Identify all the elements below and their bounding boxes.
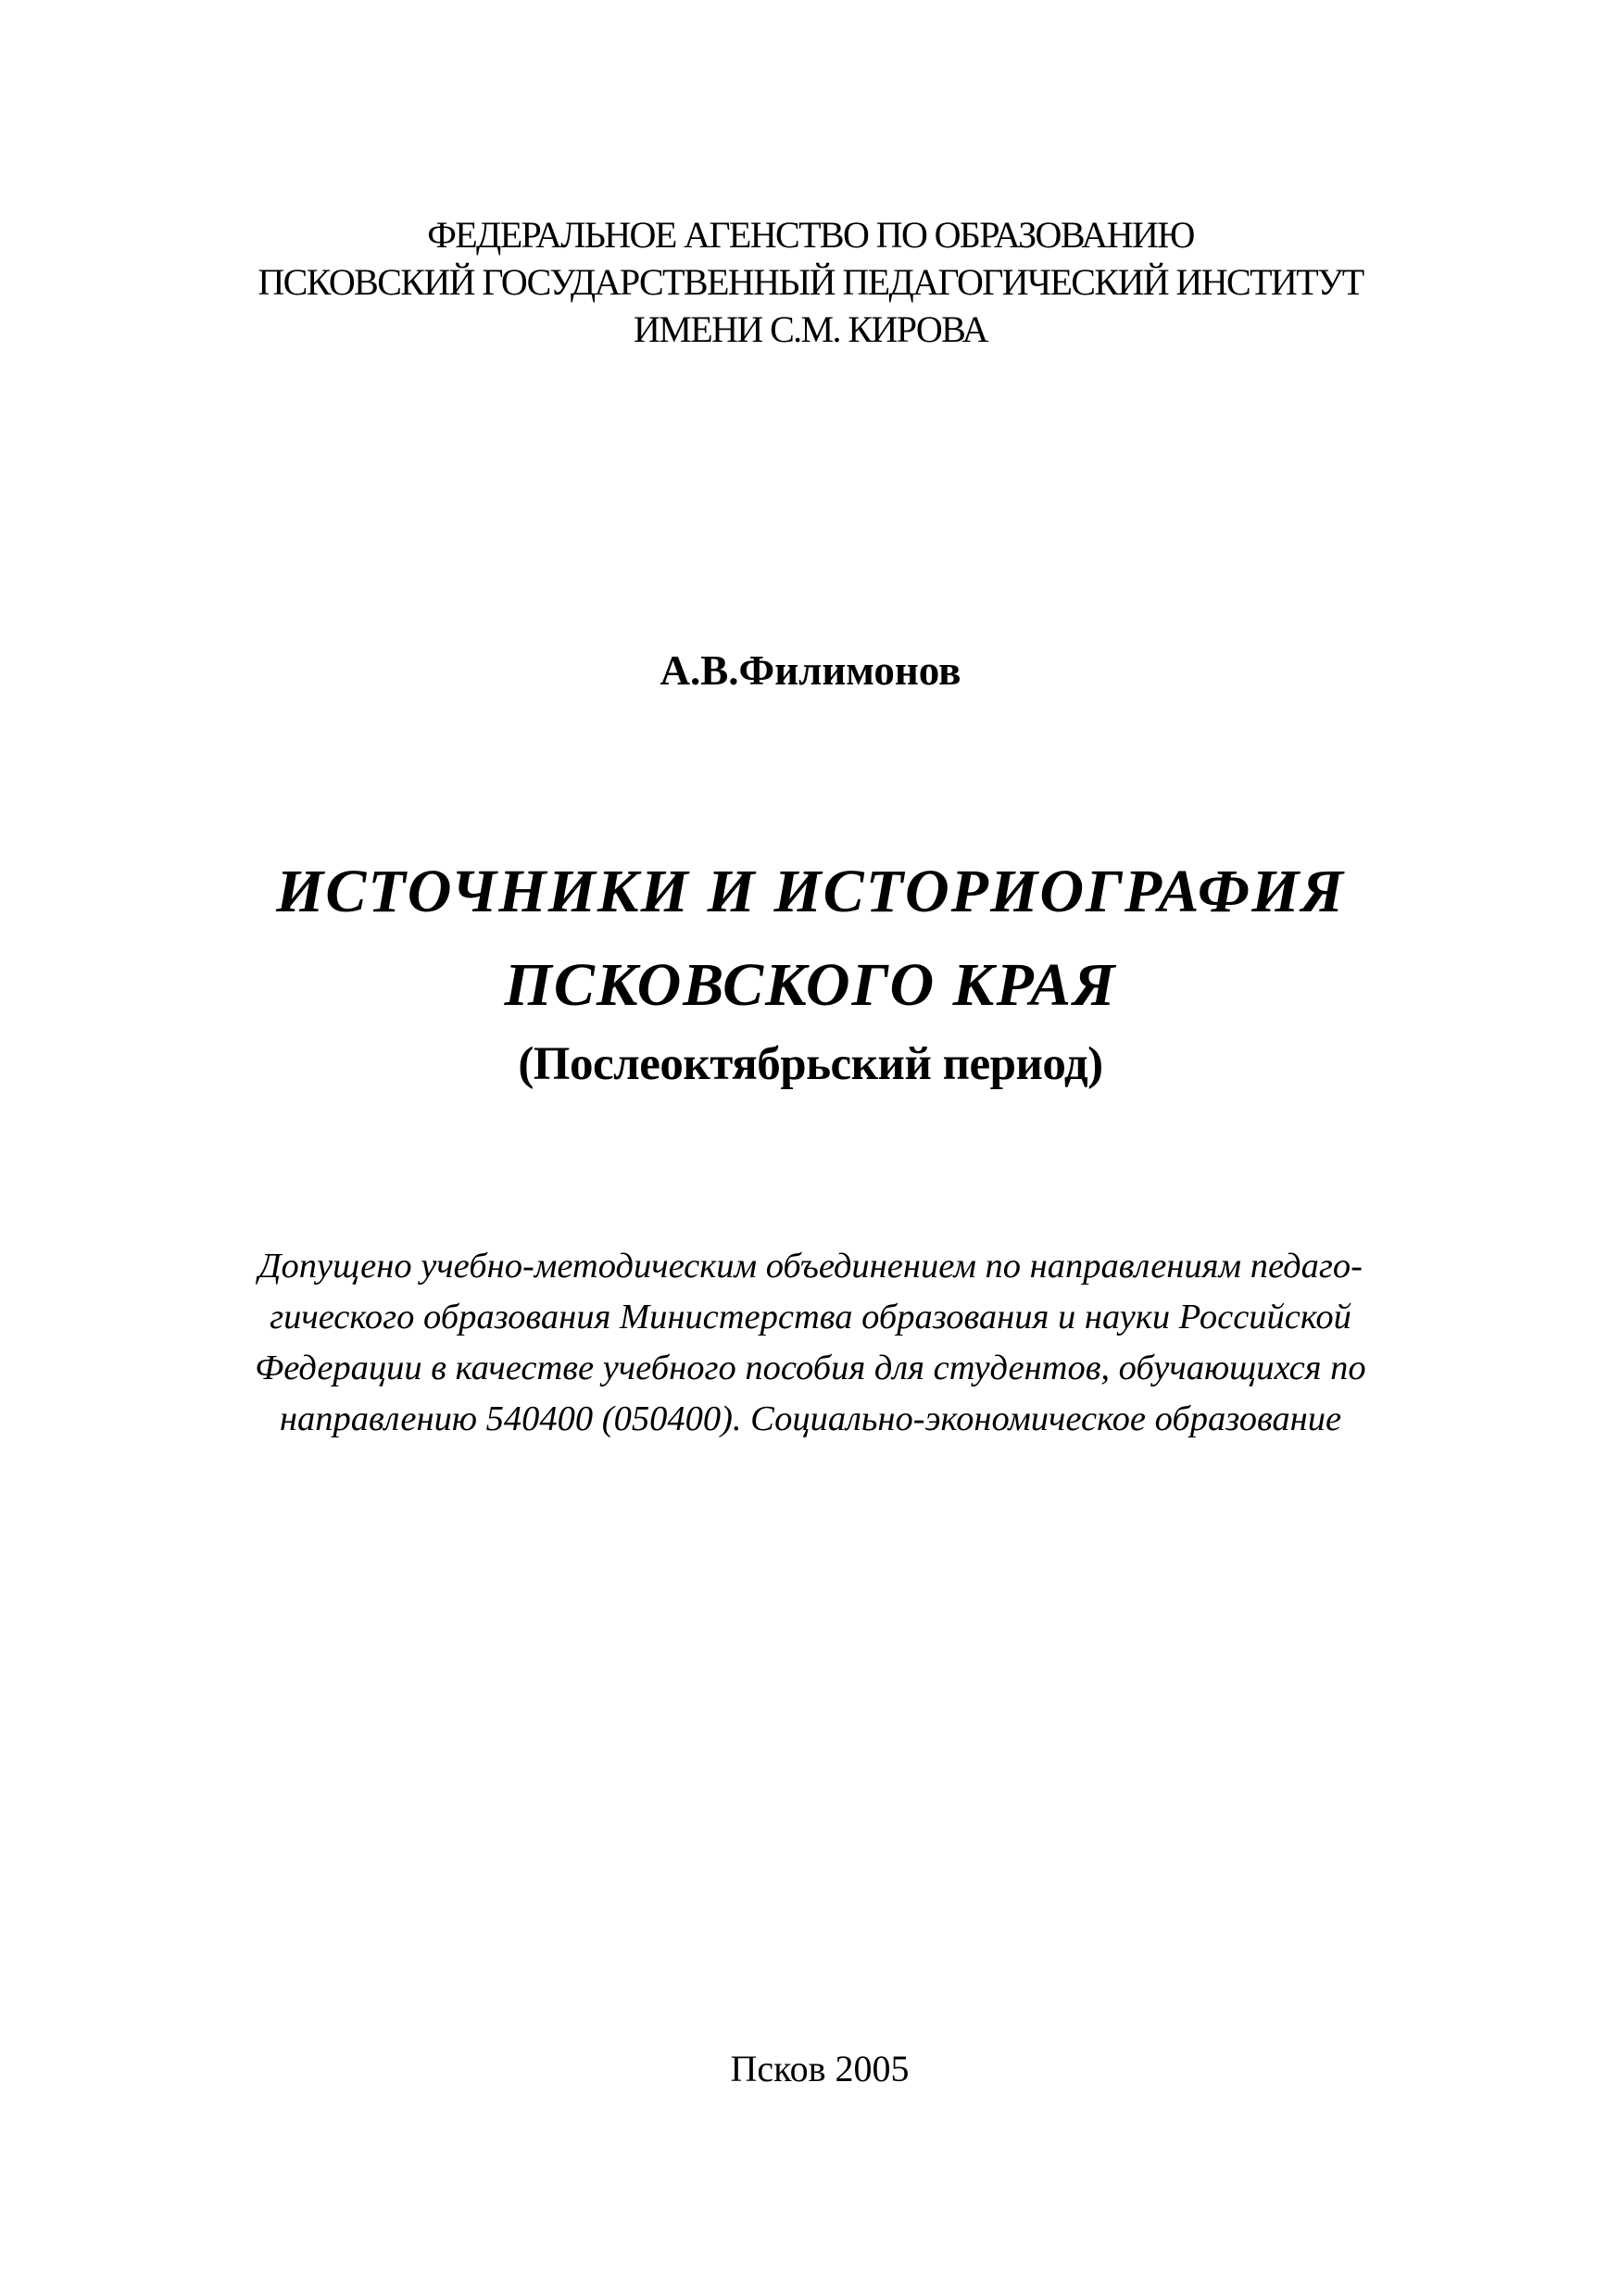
approval-line-4: направлению 540400 (050400). Социально-экономическое образование (279, 1399, 1342, 1438)
book-title-line-1: ИСТОЧНИКИ И ИСТОРИОГРАФИЯ (276, 858, 1345, 925)
approval-line-1: Допущено учебно-методическим объединением по направлениям педаго- (258, 1247, 1363, 1286)
institution-header (0, 211, 1621, 353)
approval-line-3: Федерации в качестве учебного пособия для студентов, обучающихся по (255, 1349, 1366, 1387)
book-title-line-2: ПСКОВСКОГО КРАЯ (504, 951, 1117, 1019)
institution-named-after-line: ИМЕНИ С.М. КИРОВА (634, 308, 987, 350)
publication-city-year: Псков 2005 (730, 2048, 910, 2089)
author-name: А.В.Филимонов (660, 647, 961, 694)
book-subtitle: (Послеоктябрьский период) (518, 1038, 1103, 1090)
institution-agency-line: ФЕДЕРАЛЬНОЕ АГЕНСТВО ПО ОБРАЗОВАНИЮ (427, 214, 1194, 256)
institution-name-line: ПСКОВСКИЙ ГОСУДАРСТВЕННЫЙ ПЕДАГОГИЧЕСКИЙ ИНСТИТУТ (258, 261, 1363, 303)
approval-line-2: гического образования Министерства образования и науки Российской (270, 1298, 1351, 1336)
approval-statement (157, 1241, 1464, 1445)
book-title (0, 845, 1621, 1032)
